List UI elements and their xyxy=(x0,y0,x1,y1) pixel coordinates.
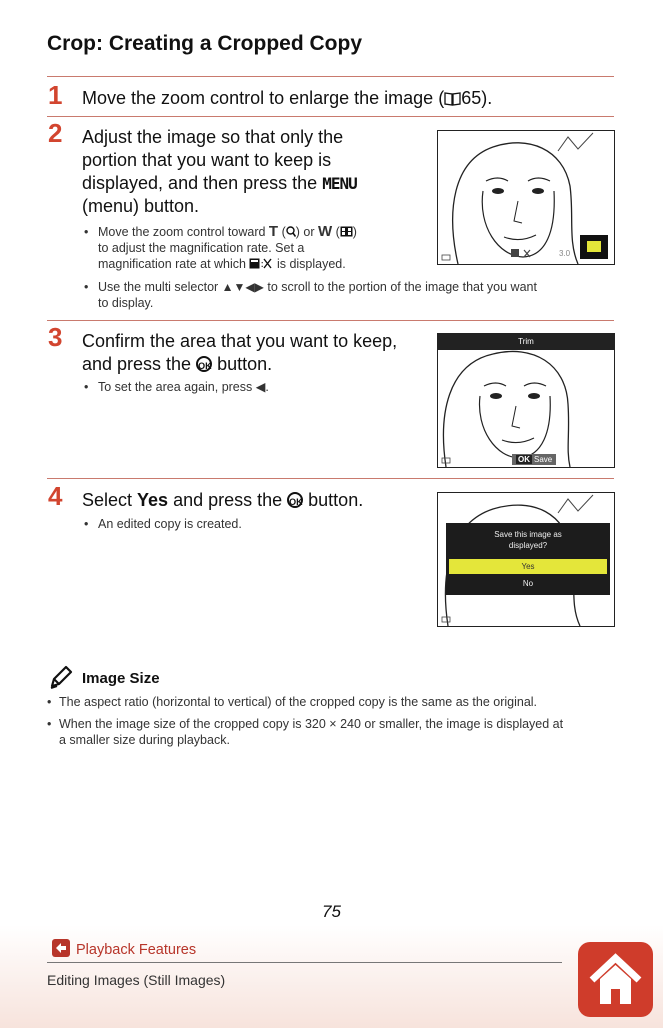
step-2-bullet-2: • Use the multi selector ▲▼◀▶ to scroll to the portion of the image that you want to display. xyxy=(84,279,626,311)
step-3-text: Confirm the area that you want to keep, and press the OK button. xyxy=(82,331,398,374)
page-number: 75 xyxy=(322,902,341,921)
note-bullet-2: • When the image size of the cropped copy is 320 × 240 or smaller, the image is displayed at a smaller size during playback. xyxy=(47,716,629,748)
note-title: Image Size xyxy=(82,670,160,687)
camera-screen-zoomed xyxy=(437,130,615,265)
camera-screen-confirm xyxy=(437,492,615,627)
trim-title-bar: Trim xyxy=(438,334,614,350)
crop-scissors-icon xyxy=(249,258,273,269)
dialog-option-no: No xyxy=(522,579,534,588)
step-1-number: 1 xyxy=(48,80,63,110)
page-title: Crop: Creating a Cropped Copy xyxy=(47,32,363,55)
step-3-bullet: • To set the area again, press ◀. xyxy=(84,379,428,395)
step-2-text: Adjust the image so that only the portion that you want to keep is displayed, and then press the MENU (menu) button. xyxy=(82,127,357,216)
step-1-page-ref[interactable]: 65 xyxy=(461,88,482,108)
pencil-note-icon xyxy=(48,664,74,690)
step-divider xyxy=(47,320,614,321)
ok-button-symbol: OK xyxy=(287,492,303,508)
step-3-number: 3 xyxy=(48,322,63,352)
footer-divider xyxy=(47,962,562,963)
dialog-option-yes: Yes xyxy=(449,559,607,574)
home-icon xyxy=(578,942,653,1017)
menu-button-symbol: MENU xyxy=(322,174,357,193)
footer-subsection: Editing Images (Still Images) xyxy=(47,972,226,988)
save-confirm-dialog: Save this image as displayed? Yes No xyxy=(446,523,610,595)
step-divider xyxy=(47,116,614,117)
step-2-number: 2 xyxy=(48,118,63,148)
multi-selector-left-icon: ◀ xyxy=(255,380,266,394)
step-4-number: 4 xyxy=(48,481,63,511)
home-button[interactable] xyxy=(578,942,653,1017)
title-divider xyxy=(47,76,614,77)
step-2-bullet-1: • Move the zoom control toward T ( ) or W ( ) to adjust the magnification rate. Set a magnification rate at which : is displayed. xyxy=(84,224,428,272)
zoom-level-readout: 3.0 xyxy=(559,249,571,258)
ok-button-symbol: OK xyxy=(196,356,212,372)
step-4-text: Select Yes and press the OK button. xyxy=(82,490,364,510)
step-divider xyxy=(47,478,614,479)
book-reference-icon xyxy=(444,91,461,106)
zoom-in-icon xyxy=(286,226,296,237)
camera-screen-trim xyxy=(437,333,615,468)
step-4-bullet: • An edited copy is created. xyxy=(84,516,428,532)
portrait-illustration xyxy=(438,334,614,467)
ok-save-hint: OK Save xyxy=(512,454,556,465)
footer-section-link[interactable]: Playback Features xyxy=(52,939,196,958)
svg-text::: : xyxy=(260,259,265,269)
step-1-text: Move the zoom control to enlarge the image ( 65). xyxy=(82,88,493,108)
portrait-illustration xyxy=(438,131,614,264)
note-bullet-1: • The aspect ratio (horizontal to vertical) of the cropped copy is the same as the original. xyxy=(47,694,629,710)
thumbnail-grid-icon xyxy=(340,226,353,237)
multi-selector-arrows-icon: ▲▼◀▶ xyxy=(221,280,264,294)
playback-icon xyxy=(52,939,70,957)
